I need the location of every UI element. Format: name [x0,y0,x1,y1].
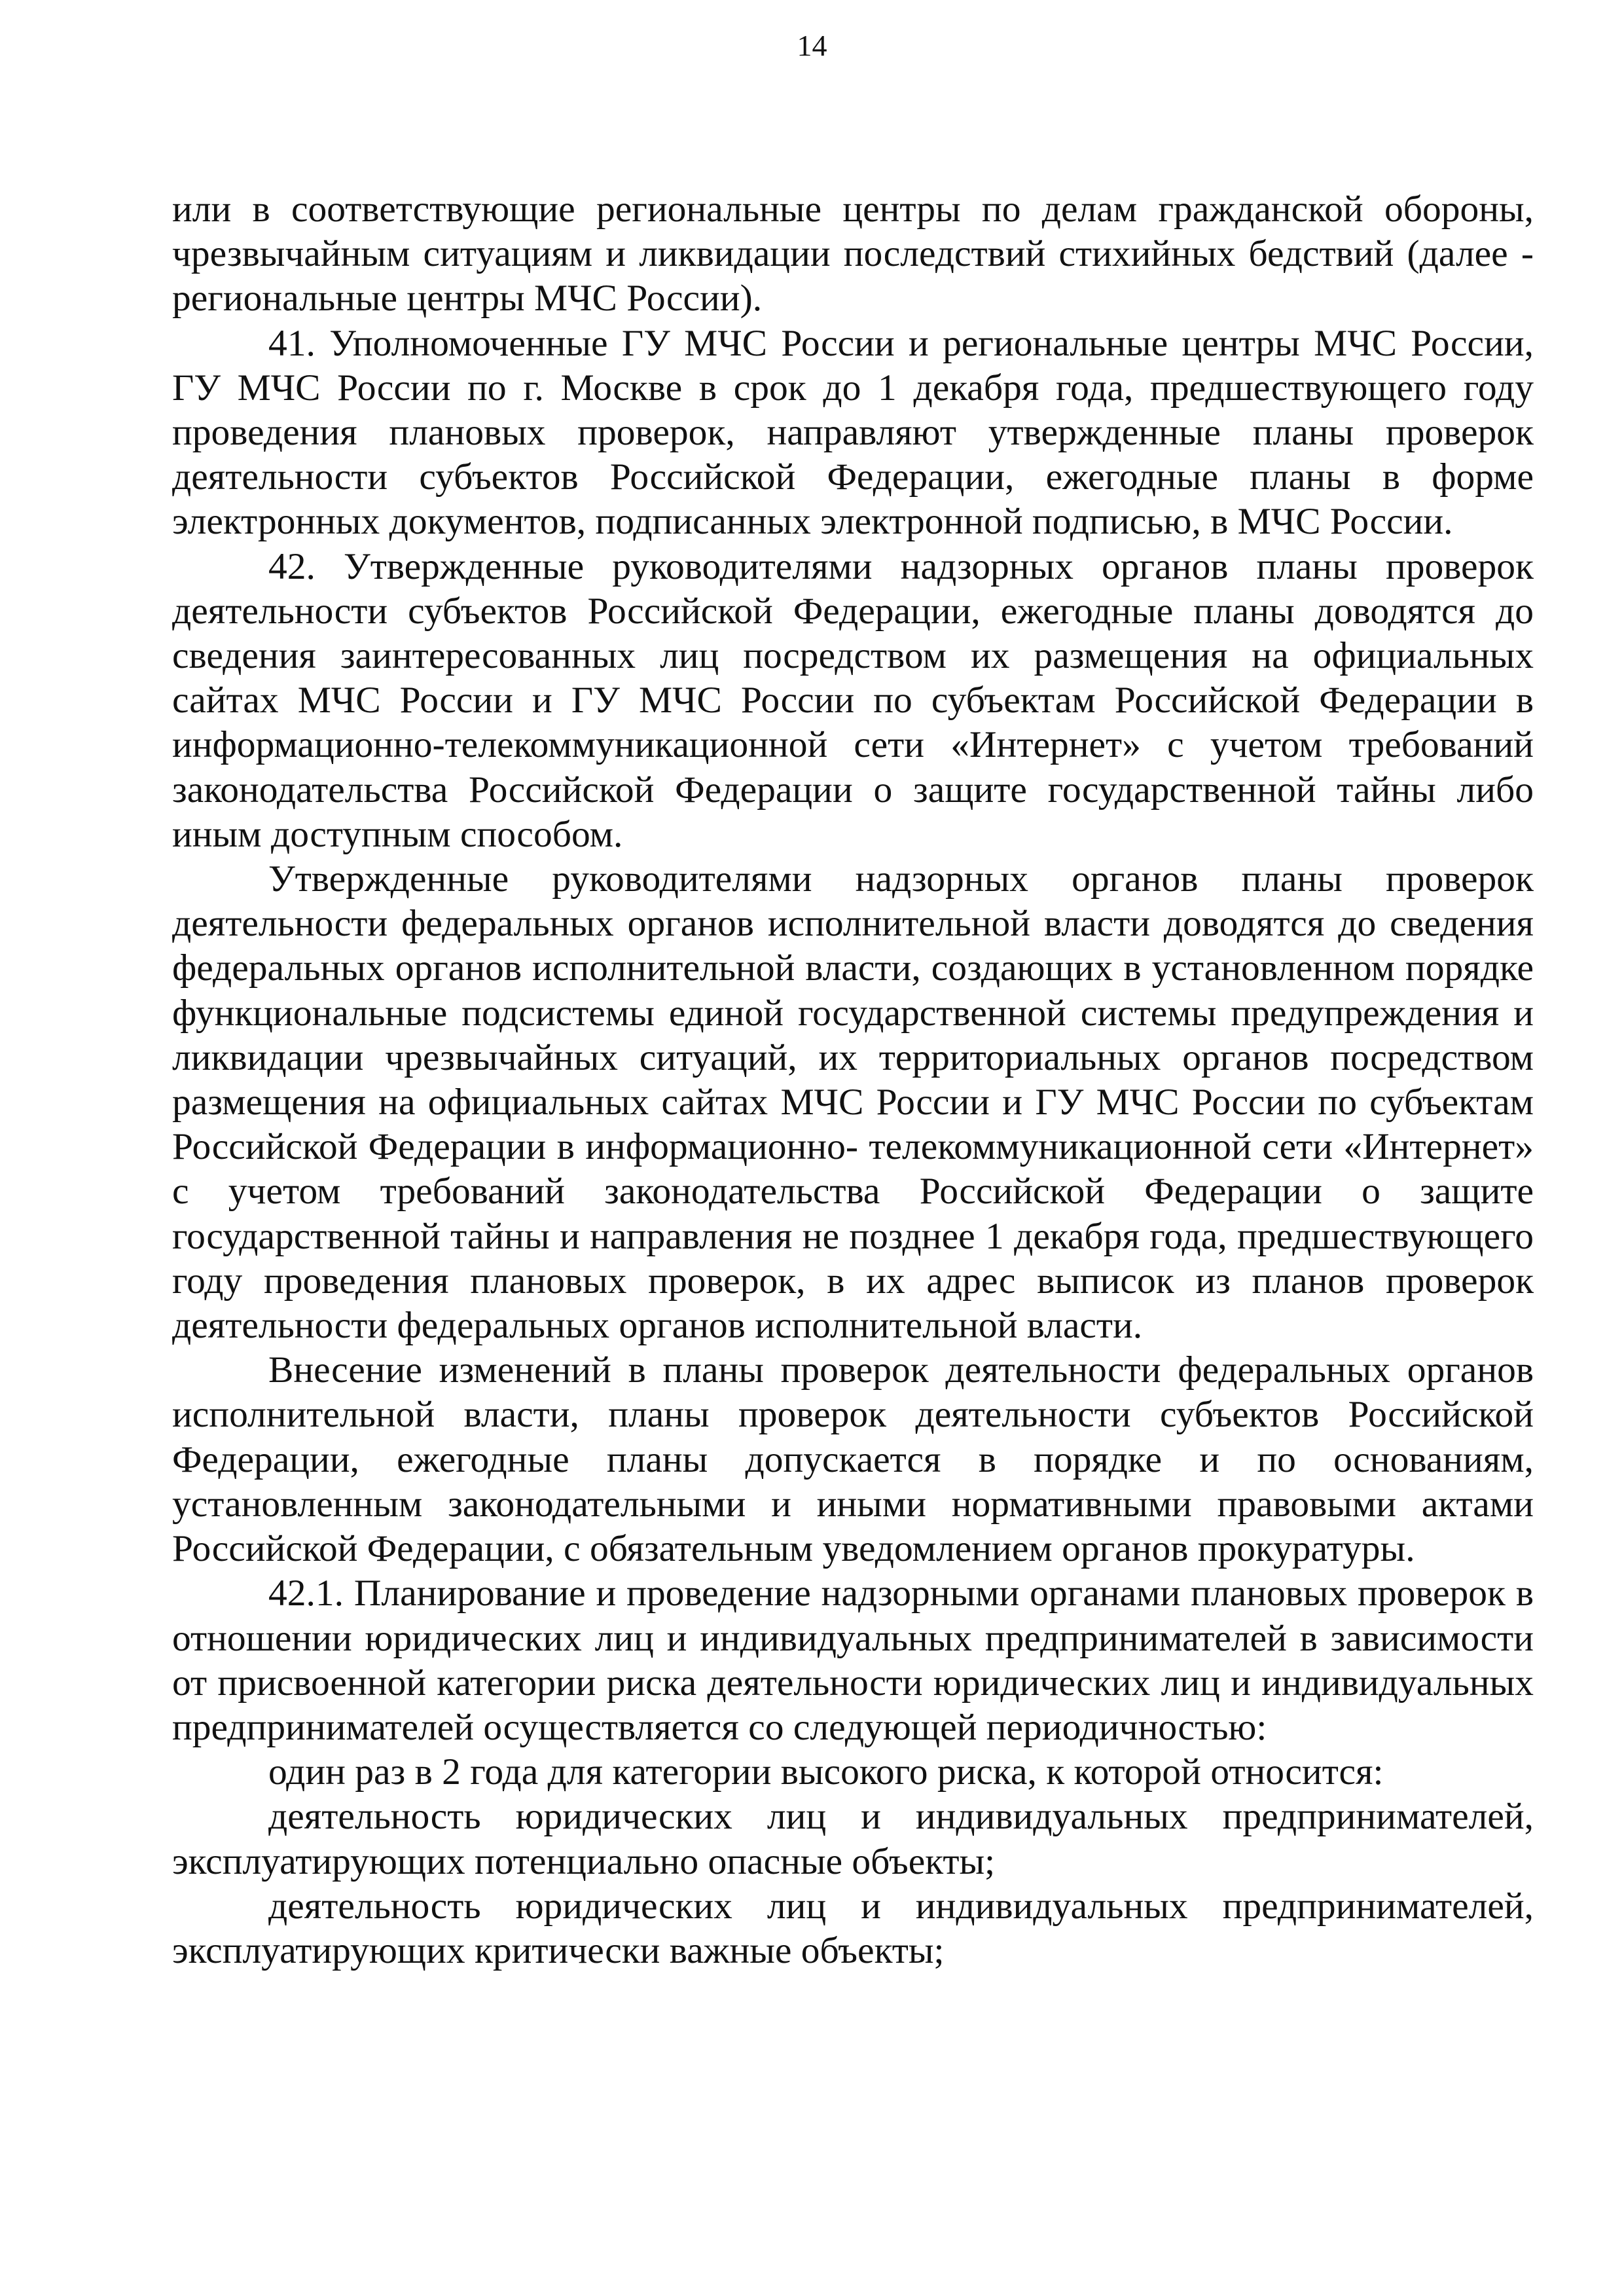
line: в отношении юридических лиц и индивидуальных предпринимателей [172,1573,1534,1659]
line: и ГУ МЧС России по субъектам Российской Федерации в информационно- [172,1082,1534,1168]
paragraph-high-risk-frequency [172,1750,1534,1795]
line: Федерации, ежегодные планы допускается в порядке и по основаниям, [172,1438,1534,1480]
line: исполнительной власти, планы проверок деятельности субъектов Российской [172,1394,1534,1436]
document-body [172,187,1534,1973]
page-number: 14 [797,29,827,62]
paragraph-critical-objects [172,1884,1534,1973]
line: исполнительной власти. [755,1305,1143,1347]
line: один раз в 2 года для категории высокого риска, к которой относится: [268,1751,1384,1793]
paragraph-42-1 [172,1571,1534,1750]
line: в их адрес выписок из планов проверок деятельности федеральных органов [172,1260,1534,1347]
line: Российской Федерации о защите государственной тайны и направления [172,1171,1534,1257]
line: органов посредством размещения на официальных сайтах МЧС России [172,1036,1534,1123]
paragraph-42 [172,545,1534,857]
line: 42.1. Планирование и проведение надзорными органами плановых проверок [268,1573,1506,1614]
line: Внесение изменений в планы проверок деятельности федеральных органов [268,1349,1534,1391]
line: телекоммуникационной сети «Интернет» с учетом требований законодательства [172,1126,1534,1212]
line: деятельности субъектов Российской Федерации, ежегодные планы доводятся [172,590,1475,632]
line: деятельность юридических лиц и индивидуальных предпринимателей, [268,1885,1534,1927]
paragraph-federal-plans [172,857,1534,1348]
line: или в соответствующие региональные центры по делам гражданской обороны, [172,189,1534,230]
paragraph-hazardous-objects [172,1795,1534,1884]
line: предупреждения и ликвидации чрезвычайных ситуаций, их территориальных [172,992,1534,1078]
line: чрезвычайным ситуациям и ликвидации последствий стихийных бедствий (далее - [172,233,1534,275]
line: до сведения заинтересованных лиц посредством их размещения на официальных [172,590,1534,677]
line: периодичностью: [986,1706,1267,1748]
line: законодательства Российской Федерации о защите государственной тайны либо [172,769,1534,811]
line: проведения плановых проверок, направляют утвержденные планы проверок [172,412,1534,454]
line: электронных документов, подписанных электронной подписью, в МЧС России. [172,501,1453,543]
paragraph-continuation [172,187,1534,321]
line: не позднее 1 декабря года, предшествующего году проведения плановых проверок, [172,1215,1534,1302]
line: деятельности федеральных органов исполнительной власти доводятся до сведения [172,903,1534,945]
line: сайтах МЧС России и ГУ МЧС России по субъектам Российской Федерации [172,680,1497,721]
line: федеральных органов исполнительной власти, создающих в установленном [172,947,1395,989]
line: в зависимости от присвоенной категории риска деятельности юридических лиц [172,1617,1534,1704]
line: деятельности субъектов Российской Федерации, ежегодные планы в форме [172,456,1534,498]
line: установленным законодательными и иными нормативными правовыми актами [172,1483,1534,1525]
line: и индивидуальных предпринимателей осуществляется со следующей [172,1662,1534,1748]
line: деятельность юридических лиц и индивидуальных предпринимателей, [268,1796,1534,1838]
line: Российской Федерации, с обязательным уведомлением органов прокуратуры. [172,1528,1415,1570]
line: эксплуатирующих потенциально опасные объекты; [172,1840,996,1882]
line: ГУ МЧС России по г. Москве в срок до 1 декабря года, предшествующего году [172,367,1534,409]
line: Утвержденные руководителями надзорных органов планы проверок [268,858,1534,900]
line: 41. Уполномоченные ГУ МЧС России и региональные центры МЧС России, [268,322,1534,364]
line: в информационно-телекоммуникационной сети «Интернет» с учетом требований [172,680,1534,766]
line: региональные центры МЧС России). [172,278,763,319]
paragraph-41 [172,321,1534,545]
line: порядке функциональные подсистемы единой государственной системы [172,947,1534,1034]
line: иным доступным способом. [172,813,623,855]
paragraph-plan-changes [172,1348,1534,1571]
line: 42. Утвержденные руководителями надзорных органов планы проверок [268,545,1534,587]
line: эксплуатирующих критически важные объекты; [172,1929,945,1971]
